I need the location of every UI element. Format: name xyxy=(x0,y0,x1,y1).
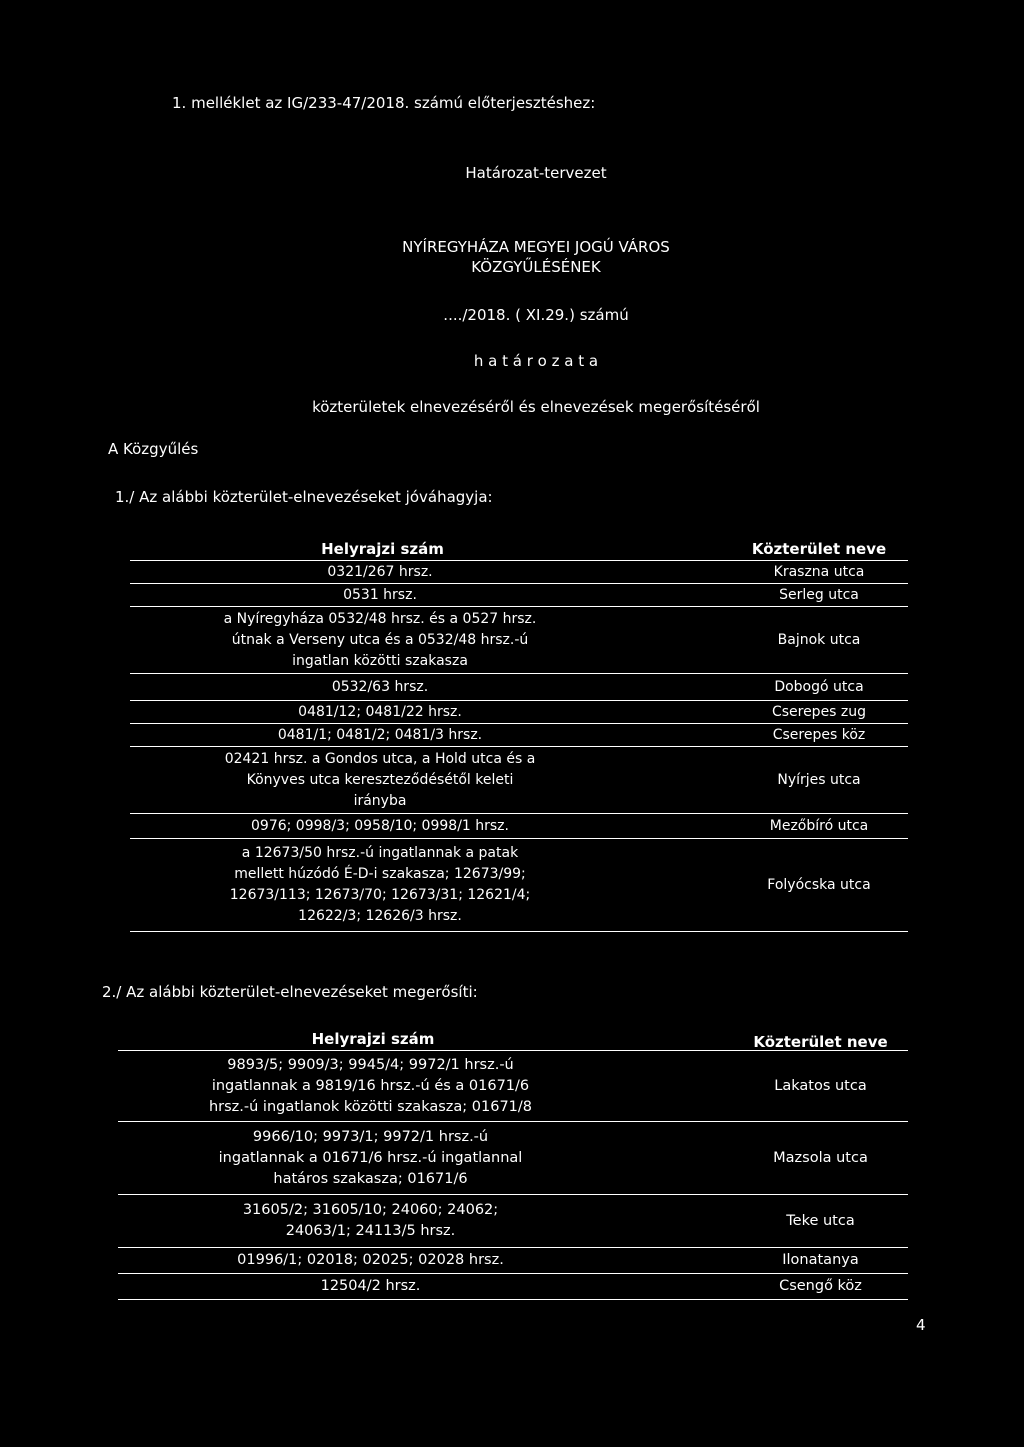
section-1-heading: 1./ Az alábbi közterület-elnevezéseket jóváhagyja: xyxy=(115,488,493,506)
lot-number-cell: 0976; 0998/3; 0958/10; 0998/1 hrsz. xyxy=(251,817,509,834)
column-header-street-name: Közterület neve xyxy=(753,1033,888,1051)
authority-line-2: KÖZGYŰLÉSÉNEK xyxy=(471,258,601,276)
table-row xyxy=(130,674,908,701)
assembly-label: A Közgyűlés xyxy=(108,440,199,458)
table-row xyxy=(118,1122,908,1195)
street-name-cell: Mazsola utca xyxy=(773,1149,868,1166)
table-row xyxy=(118,1195,908,1248)
page-number: 4 xyxy=(916,1316,926,1334)
table-row xyxy=(118,1051,908,1122)
street-name-cell: Dobogó utca xyxy=(774,678,864,695)
authority-line-1: NYÍREGYHÁZA MEGYEI JOGÚ VÁROS xyxy=(402,238,670,256)
section-2-heading: 2./ Az alábbi közterület-elnevezéseket megerősíti: xyxy=(102,983,478,1001)
lot-number-cell: 0481/1; 0481/2; 0481/3 hrsz. xyxy=(277,726,483,743)
table-row xyxy=(130,724,908,747)
lot-number-cell: 0481/12; 0481/22 hrsz. xyxy=(298,703,462,720)
lot-number-cell: a 12673/50 hrsz.-ú ingatlannak a patak mellett húzódó É-D-i szakasza; 12673/99; 12673/113; 12673/70; 12673/31; 12621/4; 12622/3; 12626/3 hrsz. xyxy=(229,845,531,924)
document-type: Határozat-tervezet xyxy=(465,164,607,182)
street-name-cell: Teke utca xyxy=(786,1212,855,1229)
street-name-cell: Nyírjes utca xyxy=(777,771,861,788)
approved-names-table xyxy=(130,540,908,945)
street-name-cell: Cserepes köz xyxy=(772,726,866,743)
annex-reference: 1. melléklet az IG/233-47/2018. számú előterjesztéshez: xyxy=(172,94,596,112)
resolution-number: ..../2018. ( XI.29.) számú xyxy=(443,306,629,324)
table-row xyxy=(130,561,908,584)
table-body xyxy=(118,1051,908,1300)
table-body xyxy=(130,561,908,932)
resolution-subject: közterületek elnevezéséről és elnevezések megerősítéséről xyxy=(312,398,760,416)
street-name-cell: Folyócska utca xyxy=(767,876,871,893)
street-name-cell: Csengő köz xyxy=(779,1278,862,1294)
column-header-lot-number: Helyrajzi szám xyxy=(321,540,444,558)
street-name-cell: Serleg utca xyxy=(779,586,859,603)
column-header-street-name: Közterület neve xyxy=(751,540,887,558)
street-name-cell: Bajnok utca xyxy=(777,631,861,648)
column-header-lot-number: Helyrajzi szám xyxy=(311,1030,435,1048)
lot-number-cell: 9966/10; 9973/1; 9972/1 hrsz.-ú ingatlannak a 01671/6 hrsz.-ú ingatlannal határos szakasza; 01671/6 xyxy=(218,1128,523,1187)
table-row xyxy=(130,584,908,607)
street-name-cell: Mezőbíró utca xyxy=(769,817,869,834)
table-row xyxy=(118,1274,908,1300)
street-name-cell: Ilonatanya xyxy=(782,1252,859,1268)
street-name-cell: Cserepes zug xyxy=(771,703,867,720)
table-row xyxy=(130,839,908,932)
lot-number-cell: 12504/2 hrsz. xyxy=(320,1278,421,1294)
lot-number-cell: 02421 hrsz. a Gondos utca, a Hold utca és a Könyves utca kereszteződésétől keleti irányba xyxy=(224,750,536,809)
lot-number-cell: 31605/2; 31605/10; 24060; 24062; 24063/1; 24113/5 hrsz. xyxy=(242,1202,499,1239)
street-name-cell: Kraszna utca xyxy=(773,563,865,580)
table-row xyxy=(130,747,908,814)
lot-number-cell: 01996/1; 02018; 02025; 02028 hrsz. xyxy=(237,1252,504,1268)
table-row xyxy=(130,814,908,839)
lot-number-cell: 9893/5; 9909/3; 9945/4; 9972/1 hrsz.-ú ingatlannak a 9819/16 hrsz.-ú és a 01671/6 hrsz.-ú ingatlanok közötti szakasza; 01671/8 xyxy=(208,1056,533,1115)
lot-number-cell: a Nyíregyháza 0532/48 hrsz. és a 0527 hrsz. útnak a Verseny utca és a 0532/48 hrsz.-ú ingatlan közötti szakasza xyxy=(223,610,537,669)
resolution-title: h a t á r o z a t a xyxy=(473,352,599,370)
lot-number-cell: 0532/63 hrsz. xyxy=(331,678,429,695)
lot-number-cell: 0321/267 hrsz. xyxy=(327,563,433,580)
lot-number-cell: 0531 hrsz. xyxy=(343,586,417,603)
table-row xyxy=(130,701,908,724)
table-row xyxy=(118,1248,908,1274)
confirmed-names-table xyxy=(118,1030,908,1305)
table-row xyxy=(130,607,908,674)
street-name-cell: Lakatos utca xyxy=(774,1077,867,1094)
